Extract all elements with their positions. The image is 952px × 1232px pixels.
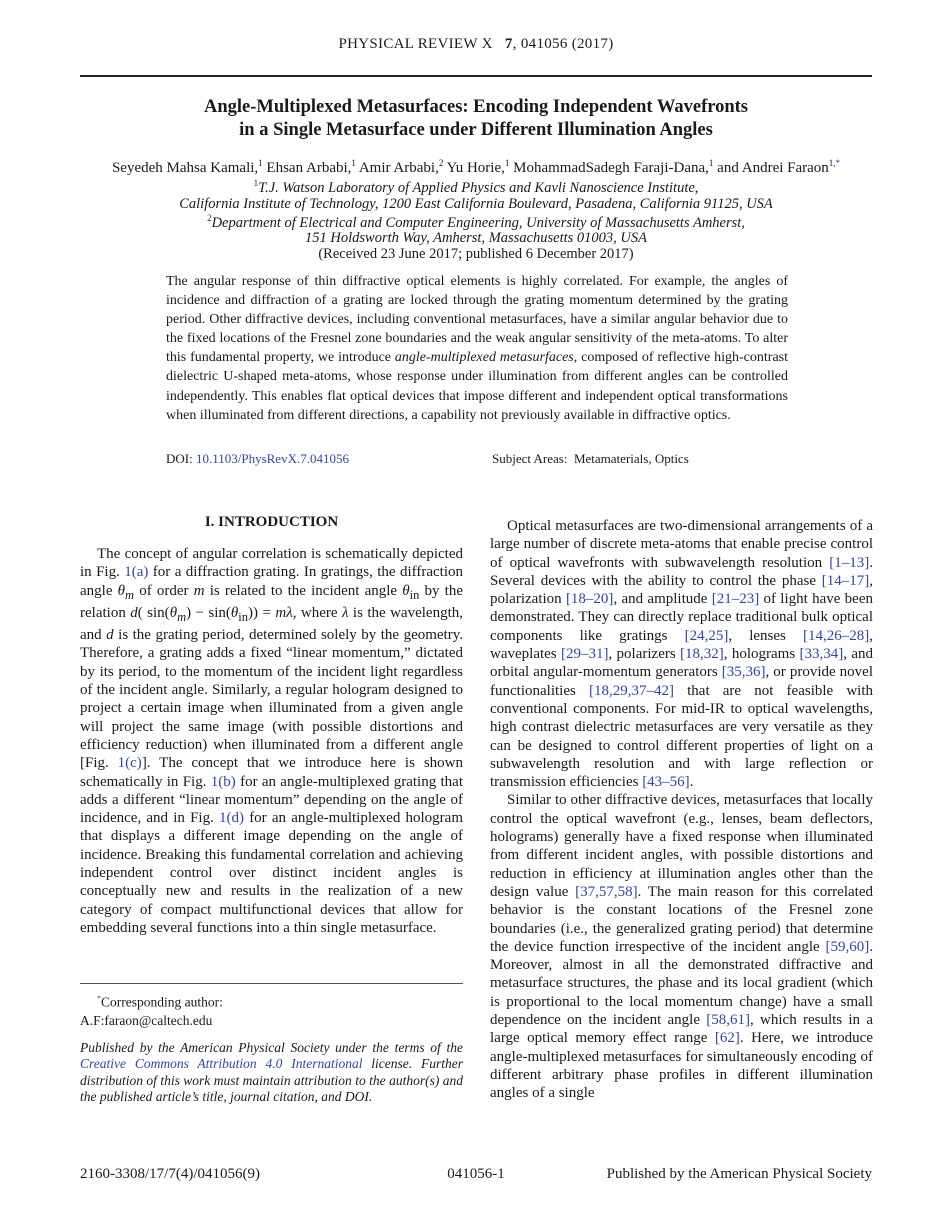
license-notice: Published by the American Physical Society under the terms of the Creative Commons Attribution 4.0 International license. Further distribution of this work must maintain attribution to the author(s) and the published article’s title, journal citation, and DOI.: [80, 1040, 463, 1104]
author: Amir Arbabi,: [358, 160, 439, 176]
body-paragraph: Optical metasurfaces are two-dimensional arrangements of a large number of discrete meta-atoms that enable precise control of optical wavefronts with subwavelength resolution [1–13]. Several devices with the ability to control the phase [14–17], polarization [18–20], and amplitude [21–23] of light have been demonstrated. They can directly replace traditional bulk optical components like gratings [24,25], lenses [14,26–28], waveplates [29–31], polarizers [18,32], holograms [33,34], and orbital angular-momentum generators [35,36], or provide novel functionalities [18,29,37–42] that are not feasible with conventional components. For mid-IR to optical wavelengths, high contrast dielectric metasurfaces are very versatile as they can be designed to control different properties of light on a subwavelength resolution and with large reflection or transmission efficiencies [43–56].: [490, 518, 874, 791]
citation-link[interactable]: [59,60]: [825, 938, 870, 955]
intro-right-column: [490, 517, 873, 1103]
intro-paragraph: The concept of angular correlation is schematically depicted in Fig. 1(a) for a diffraction grating. In gratings, the diffraction angle $\theta_m$ of order m is related to the incident angle $\theta_{in}$ by the relation d( $\sin(\theta_m) - \sin(\theta_{in})) = m\lambda$, where λ is the wavelength, and d is the grating period, determined solely by the geometry. Therefore, a grating adds a fixed “linear momentum,” dictated by its period, to the momentum of the incident light regardless of the incident angle. Similarly, a regular hologram designed to project a certain image when illuminated from a given angle will project the same image (with possible distortions and efficiency reduction) when illuminated from a different angle [Fig. 1(c)]. The concept that we introduce here is shown schematically in Fig. 1(b) for an angle-multiplexed grating that adds a different “linear momentum” depending on the angle of incidence, and in Fig. 1(d) for an angle-multiplexed hologram that displays a different image depending on the angle of incidence. Breaking this fundamental correlation and achieving independent control over distinct incident angles is conceptually new and results in the realization of a new category of compact multifunctional devices that allow for embedding several functions into a thin single metasurface.: [80, 546, 464, 936]
citation-link[interactable]: [29–31]: [560, 646, 609, 663]
author: Yu Horie,: [446, 160, 505, 176]
article-number: 041056 (2017): [520, 36, 614, 52]
citation-link[interactable]: [35,36]: [721, 664, 766, 681]
journal-name: PHYSICAL REVIEW X: [338, 36, 493, 52]
citation-link[interactable]: [18–20]: [565, 591, 614, 608]
corresponding-author-link[interactable]: *: [835, 158, 841, 168]
footnote-rule: [80, 983, 463, 984]
citation-link[interactable]: [1–13]: [829, 554, 870, 571]
affiliation-2-line-2: 151 Holdsworth Way, Amherst, Massachusetts 01003, USA: [305, 230, 647, 246]
citation-link[interactable]: [62]: [714, 1030, 740, 1047]
author-affiliation-mark: 1,*: [828, 158, 841, 168]
footer-publisher: Published by the American Physical Society: [606, 1166, 872, 1182]
author: Ehsan Arbabi,: [266, 160, 352, 176]
author-list: [0, 158, 952, 177]
journal-volume: 7: [504, 36, 513, 52]
header-rule: [80, 75, 872, 77]
author: MohammadSadegh Faraji-Dana,: [513, 160, 709, 176]
citation-link[interactable]: [33,34]: [799, 646, 844, 663]
citation-link[interactable]: [14–17]: [821, 572, 870, 589]
footer-issn: 2160-3308/17/7(4)/041056(9): [80, 1166, 260, 1182]
received-dates: (Received 23 June 2017; published 6 December 2017): [318, 246, 634, 262]
citation-link[interactable]: [14,26–28]: [803, 627, 870, 644]
author: and Andrei Faraon: [717, 160, 829, 176]
citation-link[interactable]: [43–56]: [642, 774, 690, 791]
author-affiliation-mark: 1: [351, 158, 356, 168]
author: Seyedeh Mahsa Kamali,: [111, 160, 259, 176]
body-paragraph: Similar to other diffractive devices, metasurfaces that locally control the optical wavefront (e.g., lenses, beam deflectors, holograms) generally have a fixed response when illuminated from different incident angles, with possible distortions and reduction in efficiency at illumination angles other than the design value [37,57,58]. The main reason for this correlated behavior is the constant locations of the Fresnel zone boundaries (i.e., the generalized grating period) that determine the device function irrespective of the incident angle [59,60]. Moreover, almost in all the demonstrated diffractive and metasurface structures, the phase and its local gradient (which is proportional to the local momentum change) have a small dependence on the incident angle [58,61], which results in a large optical memory effect range [62]. Here, we introduce angle-multiplexed metasurfaces for simultaneously encoding of different arbitrary phase profiles in different illumination angles of a single: [490, 792, 873, 1102]
figure-ref[interactable]: 1(b): [210, 773, 236, 790]
author-affiliation-mark: 1: [708, 158, 714, 168]
license-link[interactable]: Creative Commons Attribution 4.0 International: [80, 1056, 363, 1072]
title-line-1: Angle-Multiplexed Metasurfaces: Encoding Independent Wavefronts: [203, 97, 749, 117]
subject-areas: Subject Areas: Metamaterials, Optics: [492, 451, 689, 466]
abstract: The angular response of thin diffractive optical elements is highly correlated. For example, the angles of incidence and diffraction of a grating are locked through the grating momentum determined by the grating period. Other diffractive devices, including conventional metasurfaces, have a similar angular behavior due to the fixed locations of the Fresnel zone boundaries and the weak angular sensitivity of the meta-atoms. To alter this fundamental property, we introduce angle-multiplexed metasurfaces, composed of reflective high-contrast dielectric U-shaped meta-atoms, whose response under illumination from different angles can be controlled independently. This enables flat optical devices that impose different and independent optical transformations when illuminated from different directions, a capability not previously available in diffractive optics.: [166, 274, 788, 423]
footer-page-number: 041056-1: [447, 1166, 505, 1182]
doi: DOI: 10.1103/PhysRevX.7.041056: [166, 451, 349, 466]
citation-link[interactable]: [37,57,58]: [575, 883, 638, 900]
intro-left-column: [80, 545, 463, 937]
figure-ref[interactable]: 1(a): [124, 564, 149, 581]
author-affiliation-mark: 1: [258, 158, 263, 168]
author-affiliation-mark: 2: [438, 158, 444, 168]
affiliation-2-line-1: $^2$Department of Electrical and Computer Engineering, University of Massachusetts Amherst,: [207, 213, 745, 231]
corresponding-author-footnote: *Corresponding author: A.F:faraon@caltech.edu: [80, 990, 463, 1030]
section-heading: I. INTRODUCTION: [204, 514, 339, 530]
citation-link[interactable]: [18,32]: [680, 646, 724, 663]
author-affiliation-mark: 1: [504, 158, 510, 168]
paper-title: [80, 96, 872, 142]
running-header: PHYSICAL REVIEW X 7, 041056 (2017): [338, 36, 614, 52]
title-line-2: in a Single Metasurface under Different Illumination Angles: [239, 120, 713, 140]
citation-link[interactable]: [21–23]: [711, 591, 760, 608]
doi-link[interactable]: 10.1103/PhysRevX.7.041056: [195, 451, 349, 466]
citation-link[interactable]: [58,61]: [706, 1012, 751, 1029]
corresponding-email: A.F:faraon@caltech.edu: [80, 1012, 213, 1028]
affiliation-1-line-2: California Institute of Technology, 1200 East California Boulevard, Pasadena, California 91125, USA: [179, 196, 773, 212]
citation-link[interactable]: [24,25]: [684, 627, 729, 644]
affiliation-1-line-1: $^1$T.J. Watson Laboratory of Applied Physics and Kavli Nanoscience Institute,: [253, 178, 699, 196]
citation-link[interactable]: [18,29,37–42]: [588, 682, 674, 699]
figure-ref[interactable]: 1(c): [117, 755, 142, 772]
figure-ref[interactable]: 1(d): [219, 810, 245, 827]
abstract-emphasis: angle-multiplexed metasurfaces: [394, 350, 574, 366]
